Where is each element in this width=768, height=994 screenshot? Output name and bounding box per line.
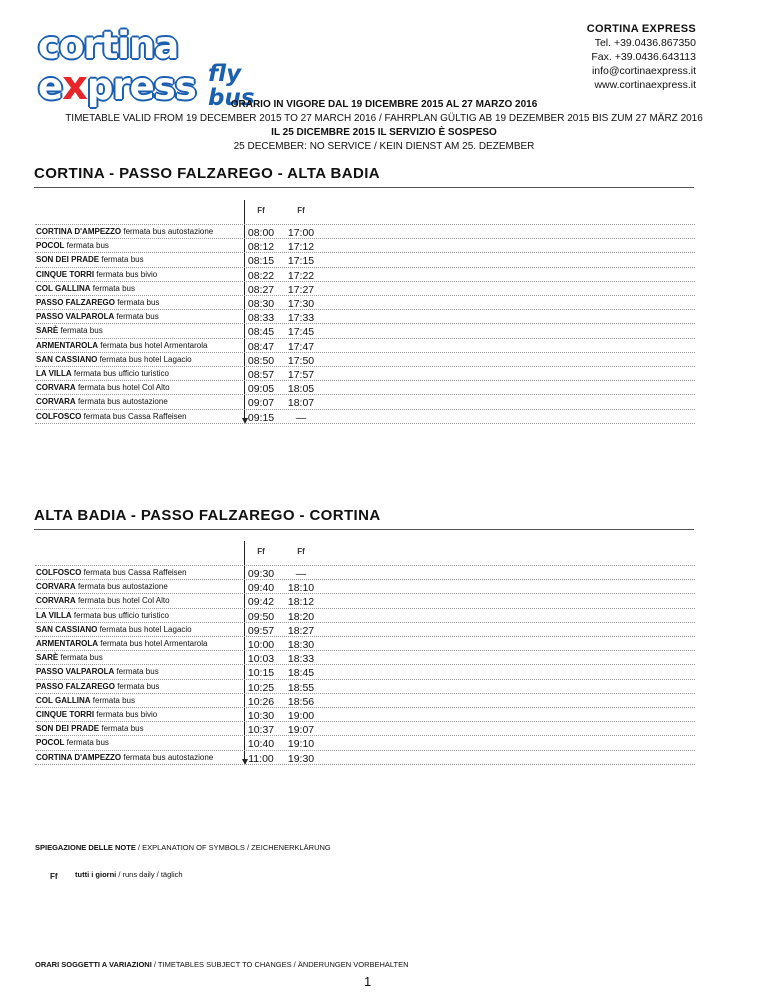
logo-wordmark: cortina express bbox=[38, 24, 196, 109]
table-row bbox=[35, 664, 695, 678]
departure-time: 18:27 bbox=[287, 624, 315, 637]
table-row bbox=[35, 295, 695, 309]
departure-time: 17:50 bbox=[287, 354, 315, 367]
table-row bbox=[35, 338, 695, 352]
column-header: Ff bbox=[257, 547, 265, 556]
departure-time: 08:12 bbox=[247, 241, 275, 254]
departure-time: 18:10 bbox=[287, 582, 315, 595]
footer-disclaimer: ORARI SOGGETTI A VARIAZIONI / TIMETABLES SUBJECT TO CHANGES / ÄNDERUNGEN VORBEHALTEN bbox=[35, 960, 409, 969]
departure-time: 11:00 bbox=[248, 752, 274, 765]
stop-name: LA VILLA fermata bus ufficio turistico bbox=[36, 610, 169, 620]
table-row bbox=[35, 224, 695, 238]
stop-name: CORTINA D'AMPEZZO fermata bus autostazione bbox=[36, 227, 214, 236]
stop-name: SAN CASSIANO fermata bus hotel Lagacio bbox=[36, 624, 192, 634]
page-number: 1 bbox=[364, 974, 372, 989]
stop-name: ARMENTAROLA fermata bus hotel Armentarola bbox=[36, 639, 208, 648]
note-symbol: Ff bbox=[50, 872, 58, 881]
departure-time: 18:55 bbox=[287, 681, 315, 694]
website: www.cortinaexpress.it bbox=[594, 79, 696, 91]
table-row bbox=[35, 622, 695, 636]
table-row bbox=[35, 565, 695, 579]
departure-time: 17:45 bbox=[287, 326, 315, 339]
stop-name: CORVARA fermata bus autostazione bbox=[36, 582, 168, 592]
company-name: CORTINA EXPRESS bbox=[586, 23, 696, 35]
table-row bbox=[35, 380, 695, 394]
departure-time: 09:05 bbox=[247, 383, 275, 396]
departure-time: 10:15 bbox=[247, 667, 275, 680]
stop-name: LA VILLA fermata bus ufficio turistico bbox=[36, 369, 169, 378]
departure-time: 08:15 bbox=[247, 255, 275, 268]
column-header: Ff bbox=[297, 547, 305, 556]
departure-time: 17:47 bbox=[287, 340, 315, 353]
departure-time: 19:00 bbox=[287, 710, 315, 722]
stop-name: POCOL fermata bus bbox=[36, 738, 109, 748]
departure-time: 10:40 bbox=[247, 738, 275, 751]
table-row bbox=[35, 608, 695, 622]
table-row bbox=[35, 679, 695, 693]
departure-time: 18:05 bbox=[287, 383, 315, 396]
stop-name: SAN CASSIANO fermata bus hotel Lagacio bbox=[36, 354, 192, 364]
stop-name: CORTINA D'AMPEZZO fermata bus autostazione bbox=[36, 752, 214, 762]
table-row bbox=[35, 721, 695, 735]
departure-time: 19:07 bbox=[287, 724, 315, 737]
departure-time: 08:45 bbox=[247, 326, 275, 339]
table-row bbox=[35, 309, 695, 323]
table-row bbox=[35, 750, 695, 764]
table-row bbox=[35, 636, 695, 650]
departure-time: 09:15 bbox=[247, 411, 275, 424]
table-row bbox=[35, 650, 695, 664]
departure-time: 18:30 bbox=[287, 639, 315, 651]
stop-name: CINQUE TORRI fermata bus bivio bbox=[36, 710, 158, 719]
departure-time: — bbox=[295, 568, 307, 580]
stop-name: CINQUE TORRI fermata bus bivio bbox=[36, 269, 158, 279]
departure-time: 09:42 bbox=[247, 596, 275, 609]
stop-name: CORVARA fermata bus hotel Col Alto bbox=[36, 596, 170, 606]
departure-time: 17:00 bbox=[287, 227, 315, 239]
departure-time: 08:50 bbox=[247, 354, 275, 367]
route-title: CORTINA - PASSO FALZAREGO - ALTA BADIA bbox=[34, 165, 694, 188]
departure-time: 18:07 bbox=[287, 397, 315, 410]
validity-block bbox=[0, 98, 768, 154]
stop-name: CORVARA fermata bus hotel Col Alto bbox=[36, 383, 170, 393]
table-bottom-rule bbox=[35, 764, 695, 765]
table-row bbox=[35, 352, 695, 366]
table-row bbox=[35, 323, 695, 337]
fax: Fax. +39.0436.643113 bbox=[591, 51, 696, 63]
departure-time: 19:10 bbox=[287, 738, 315, 751]
contact-block bbox=[587, 22, 696, 92]
stop-name: POCOL fermata bus bbox=[36, 241, 109, 251]
phone: Tel. +39.0436.867350 bbox=[594, 37, 696, 49]
table-row bbox=[35, 366, 695, 380]
table-row bbox=[35, 593, 695, 607]
table-row bbox=[35, 409, 695, 423]
departure-time: 08:00 bbox=[247, 227, 275, 239]
departure-time: 17:22 bbox=[287, 269, 315, 282]
stop-name: PASSO VALPAROLA fermata bus bbox=[36, 667, 159, 677]
departure-time: 10:00 bbox=[247, 639, 275, 651]
stop-name: COL GALLINA fermata bus bbox=[36, 695, 135, 705]
departure-time: 08:22 bbox=[247, 269, 275, 282]
table-row bbox=[35, 394, 695, 408]
departure-time: 18:33 bbox=[287, 653, 315, 666]
departure-time: 09:40 bbox=[247, 582, 275, 595]
column-header: Ff bbox=[257, 206, 265, 215]
departure-time: 17:27 bbox=[287, 283, 315, 296]
table-row bbox=[35, 252, 695, 266]
validity-en-de: TIMETABLE VALID FROM 19 DECEMBER 2015 TO 27 MARCH 2016 / FAHRPLAN GÜLTIG AB 19 DEZEMBER 2015 BIS ZUM 27 MÄRZ 2016 bbox=[65, 113, 703, 124]
departure-time: 09:07 bbox=[247, 397, 275, 410]
departure-time: 18:45 bbox=[287, 667, 315, 680]
table-bottom-rule bbox=[35, 423, 695, 424]
stop-name: COLFOSCO fermata bus Cassa Raffeisen bbox=[36, 568, 187, 577]
suspension-en-de: 25 DECEMBER: NO SERVICE / KEIN DIENST AM 25. DEZEMBER bbox=[233, 141, 535, 152]
departure-time: 10:25 bbox=[247, 681, 275, 694]
departure-time: 17:57 bbox=[287, 369, 315, 381]
departure-time: 08:27 bbox=[247, 283, 275, 296]
departure-time: 19:30 bbox=[287, 752, 315, 765]
table-row bbox=[35, 707, 695, 721]
stop-name: CORVARA fermata bus autostazione bbox=[36, 397, 168, 407]
table-row bbox=[35, 281, 695, 295]
departure-time: 10:30 bbox=[247, 710, 275, 722]
departure-time: 10:26 bbox=[247, 695, 275, 708]
departure-time: 18:56 bbox=[287, 695, 315, 708]
departure-time: 08:33 bbox=[247, 312, 275, 325]
departure-time: 08:30 bbox=[247, 298, 275, 310]
table-row bbox=[35, 693, 695, 707]
stop-name: PASSO FALZAREGO fermata bus bbox=[36, 681, 160, 691]
table-row bbox=[35, 735, 695, 749]
stop-name: COL GALLINA fermata bus bbox=[36, 283, 135, 293]
table-row bbox=[35, 579, 695, 593]
departure-time: 10:37 bbox=[247, 724, 275, 737]
stop-name: SON DEI PRADE fermata bus bbox=[36, 724, 144, 734]
stop-name: PASSO VALPAROLA fermata bus bbox=[36, 312, 159, 322]
departure-time: 09:50 bbox=[247, 610, 275, 623]
suspension-it: IL 25 DICEMBRE 2015 IL SERVIZIO È SOSPESO bbox=[271, 127, 497, 138]
departure-time: 10:03 bbox=[247, 653, 275, 666]
stop-name: SARÈ fermata bus bbox=[36, 326, 103, 336]
departure-time: 17:15 bbox=[287, 255, 315, 268]
table-row bbox=[35, 238, 695, 252]
departure-time: 17:33 bbox=[287, 312, 315, 325]
route-title: ALTA BADIA - PASSO FALZAREGO - CORTINA bbox=[34, 507, 694, 530]
departure-time: 18:12 bbox=[287, 596, 315, 609]
email: info@cortinaexpress.it bbox=[591, 65, 696, 77]
stop-name: PASSO FALZAREGO fermata bus bbox=[36, 298, 160, 307]
departure-time: 09:30 bbox=[247, 568, 275, 580]
stop-name: ARMENTAROLA fermata bus hotel Armentarola bbox=[36, 340, 208, 350]
validity-it: ORARIO IN VIGORE DAL 19 DICEMBRE 2015 AL 27 MARZO 2016 bbox=[230, 99, 538, 110]
stop-name: SARÈ fermata bus bbox=[36, 653, 103, 663]
stop-name: SON DEI PRADE fermata bus bbox=[36, 255, 144, 265]
departure-time: 08:57 bbox=[247, 369, 275, 381]
column-header: Ff bbox=[297, 206, 305, 215]
cortina-express-logo bbox=[38, 24, 288, 111]
logo-flybus: fly bus bbox=[208, 61, 255, 111]
stop-name: COLFOSCO fermata bus Cassa Raffeisen bbox=[36, 411, 187, 421]
departure-time: 17:30 bbox=[287, 298, 315, 310]
departure-time: 17:12 bbox=[287, 241, 315, 254]
departure-time: 18:20 bbox=[287, 610, 315, 623]
departure-time: — bbox=[295, 411, 307, 424]
table-row bbox=[35, 267, 695, 281]
departure-time: 09:57 bbox=[247, 624, 275, 637]
note-text: tutti i giorni / runs daily / täglich bbox=[75, 870, 183, 879]
departure-time: 08:47 bbox=[247, 340, 275, 353]
notes-title: SPIEGAZIONE DELLE NOTE / EXPLANATION OF SYMBOLS / ZEICHENERKLÄRUNG bbox=[35, 843, 331, 852]
